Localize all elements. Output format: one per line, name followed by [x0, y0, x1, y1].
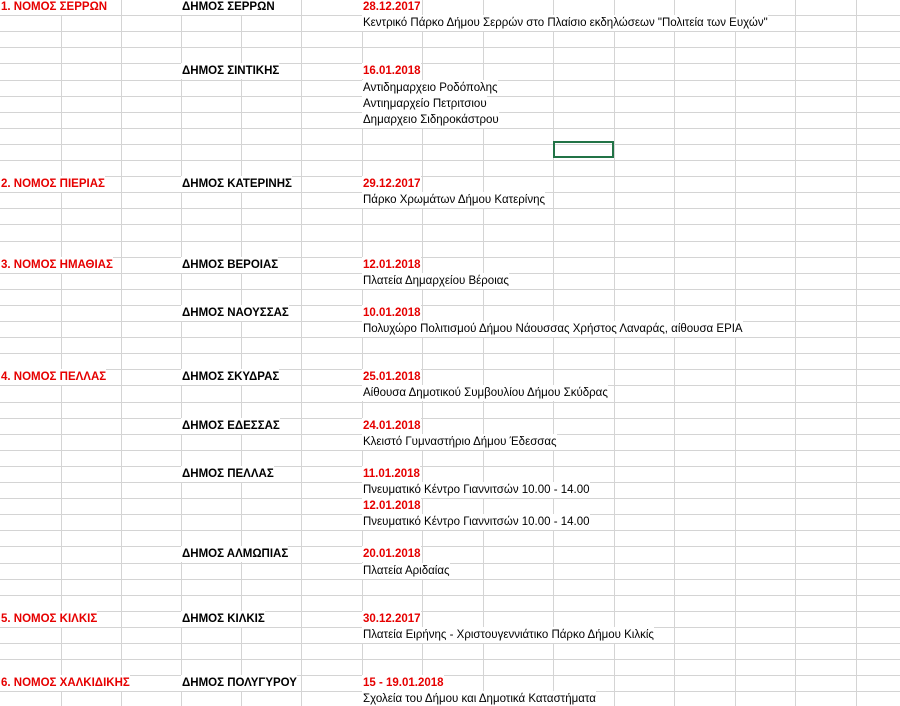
row-gridline [0, 498, 900, 499]
row-gridline [0, 546, 900, 547]
cell-c-row0[interactable]: ΔΗΜΟΣ ΣΕΡΡΩΝ [182, 1, 275, 13]
row-gridline [0, 530, 900, 531]
cell-a-row23[interactable]: 4. ΝΟΜΟΣ ΠΕΛΛΑΣ [1, 371, 107, 383]
cell-e-row31[interactable]: 12.01.2018 [363, 500, 421, 512]
row-gridline [0, 31, 900, 32]
cell-e-row4[interactable]: 16.01.2018 [363, 65, 421, 77]
cell-e-row12[interactable]: Πάρκο Χρωμάτων Δήμου Κατερίνης [363, 194, 546, 206]
cell-e-row23[interactable]: 25.01.2018 [363, 371, 421, 383]
cell-e-row38[interactable]: 30.12.2017 [363, 613, 421, 625]
cell-e-row11[interactable]: 29.12.2017 [363, 178, 421, 190]
cell-e-row32[interactable]: Πνευματικό Κέντρο Γιαννιτσών 10.00 - 14.00 [363, 516, 590, 528]
cell-a-row11[interactable]: 2. ΝΟΜΟΣ ΠΙΕΡΙΑΣ [1, 178, 105, 190]
cell-e-row7[interactable]: Δημαρχειο Σιδηροκάστρου [363, 114, 499, 126]
row-gridline [0, 241, 900, 242]
cell-c-row16[interactable]: ΔΗΜΟΣ ΒΕΡΟΙΑΣ [182, 259, 279, 271]
cell-a-row0[interactable]: 1. ΝΟΜΟΣ ΣΕΡΡΩΝ [1, 1, 108, 13]
cell-e-row5[interactable]: Αντιδημαρχειο Ροδόπολης [363, 82, 498, 94]
cell-e-row24[interactable]: Αίθουσα Δημοτικού Συμβουλίου Δήμου Σκύδρας [363, 387, 608, 399]
row-gridline [0, 450, 900, 451]
cell-e-row34[interactable]: 20.01.2018 [363, 548, 421, 560]
cell-e-row27[interactable]: Κλειστό Γυμναστήριο Δήμου Έδεσσας [363, 436, 557, 448]
cell-c-row29[interactable]: ΔΗΜΟΣ ΠΕΛΛΑΣ [182, 468, 274, 480]
cell-c-row23[interactable]: ΔΗΜΟΣ ΣΚΥΔΡΑΣ [182, 371, 280, 383]
row-gridline [0, 128, 900, 129]
row-gridline [0, 563, 900, 564]
row-gridline [0, 257, 900, 258]
row-gridline [0, 208, 900, 209]
cell-c-row4[interactable]: ΔΗΜΟΣ ΣΙΝΤΙΚΗΣ [182, 65, 280, 77]
cell-e-row19[interactable]: 10.01.2018 [363, 307, 421, 319]
cell-e-row42[interactable]: 15 - 19.01.2018 [363, 677, 444, 689]
cell-c-row19[interactable]: ΔΗΜΟΣ ΝΑΟΥΣΣΑΣ [182, 307, 289, 319]
row-gridline [0, 353, 900, 354]
cell-e-row17[interactable]: Πλατεία Δημαρχείου Βέροιας [363, 275, 509, 287]
cell-e-row43[interactable]: Σχολεία του Δήμου και Δημοτικά Καταστήματα [363, 693, 596, 705]
cell-a-row38[interactable]: 5. ΝΟΜΟΣ ΚΙΛΚΙΣ [1, 613, 98, 625]
cell-e-row26[interactable]: 24.01.2018 [363, 420, 421, 432]
row-gridline [0, 305, 900, 306]
row-gridline [0, 402, 900, 403]
cell-a-row16[interactable]: 3. ΝΟΜΟΣ ΗΜΑΘΙΑΣ [1, 259, 113, 271]
row-gridline [0, 643, 900, 644]
cell-e-row35[interactable]: Πλατεία Αριδαίας [363, 565, 450, 577]
row-gridline [0, 466, 900, 467]
cell-e-row29[interactable]: 11.01.2018 [363, 468, 420, 480]
row-gridline [0, 595, 900, 596]
row-gridline [0, 337, 900, 338]
row-gridline [0, 160, 900, 161]
cell-c-row34[interactable]: ΔΗΜΟΣ ΑΛΜΩΠΙΑΣ [182, 548, 289, 560]
cell-c-row26[interactable]: ΔΗΜΟΣ ΕΔΕΣΣΑΣ [182, 420, 280, 432]
cell-e-row0[interactable]: 28.12.2017 [363, 1, 421, 13]
cell-e-row16[interactable]: 12.01.2018 [363, 259, 421, 271]
row-gridline [0, 369, 900, 370]
cell-c-row38[interactable]: ΔΗΜΟΣ ΚΙΛΚΙΣ [182, 613, 265, 625]
cell-e-row6[interactable]: Αντιημαρχείο Πετριτσιου [363, 98, 487, 110]
row-gridline [0, 176, 900, 177]
cell-e-row1[interactable]: Κεντρικό Πάρκο Δήμου Σερρών στο Πλαίσιο εκδηλώσεων "Πολιτεία των Ευχών" [363, 17, 768, 29]
row-gridline [0, 289, 900, 290]
row-gridline [0, 63, 900, 64]
cell-e-row20[interactable]: Πολυχώρο Πολιτισμού Δήμου Νάουσσας Χρήστος Λαναράς, αίθουσα ΕΡΙΑ [363, 323, 743, 335]
row-gridline [0, 144, 900, 145]
cell-e-row30[interactable]: Πνευματικό Κέντρο Γιαννιτσών 10.00 - 14.00 [363, 484, 590, 496]
row-gridline [0, 579, 900, 580]
row-gridline [0, 675, 900, 676]
cell-c-row11[interactable]: ΔΗΜΟΣ ΚΑΤΕΡΙΝΗΣ [182, 178, 292, 190]
row-gridline [0, 224, 900, 225]
row-gridline [0, 47, 900, 48]
cell-a-row42[interactable]: 6. ΝΟΜΟΣ ΧΑΛΚΙΔΙΚΗΣ [1, 677, 130, 689]
row-gridline [0, 418, 900, 419]
cell-e-row39[interactable]: Πλατεία Ειρήνης - Χριστουγεννιάτικο Πάρκο Δήμου Κιλκίς [363, 629, 654, 641]
selected-cell[interactable] [553, 141, 614, 158]
row-gridline [0, 611, 900, 612]
cell-c-row42[interactable]: ΔΗΜΟΣ ΠΟΛΥΓΥΡΟΥ [182, 677, 297, 689]
row-gridline [0, 659, 900, 660]
